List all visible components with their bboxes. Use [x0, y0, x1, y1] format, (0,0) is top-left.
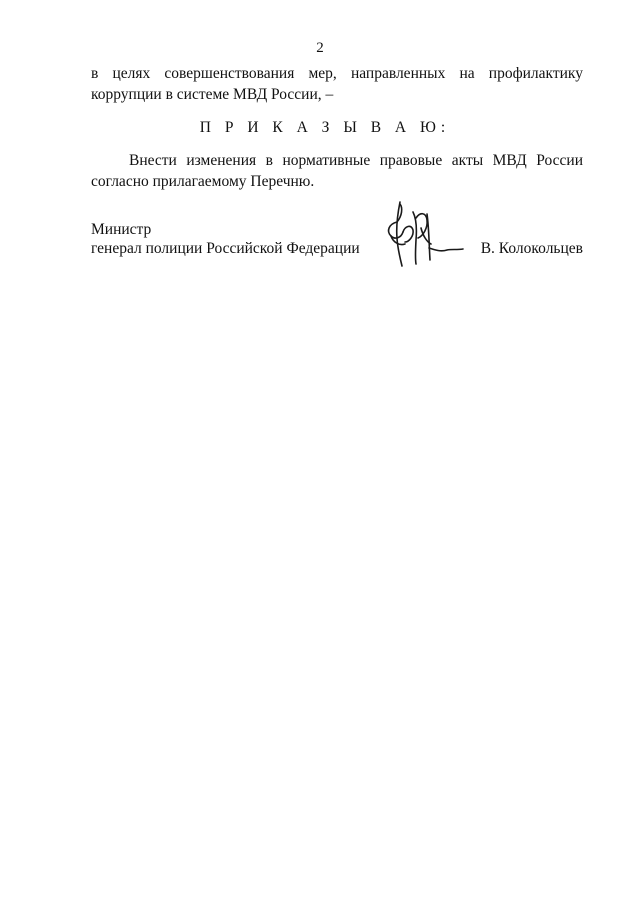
order-body-line-2: согласно прилагаемому Перечню. — [91, 173, 315, 190]
order-body-line-1: Внести изменения в нормативные правовые акты МВД России — [129, 152, 583, 169]
intro-line-2: коррупции в системе МВД России, – — [91, 86, 334, 103]
signer-position: Министр — [91, 221, 152, 238]
signature-block — [91, 219, 583, 269]
signer-name: В. Колокольцев — [480, 240, 583, 257]
intro-line-1: в целях совершенствования мер, направленных на профилактику — [91, 65, 583, 82]
handwritten-signature — [383, 198, 473, 270]
page-number: 2 — [316, 40, 324, 56]
signer-rank: генерал полиции Российской Федерации — [91, 240, 360, 257]
order-heading: П Р И К А З Ы В А Ю: — [199, 119, 451, 136]
order-body-paragraph — [91, 150, 583, 192]
intro-paragraph — [91, 63, 583, 105]
